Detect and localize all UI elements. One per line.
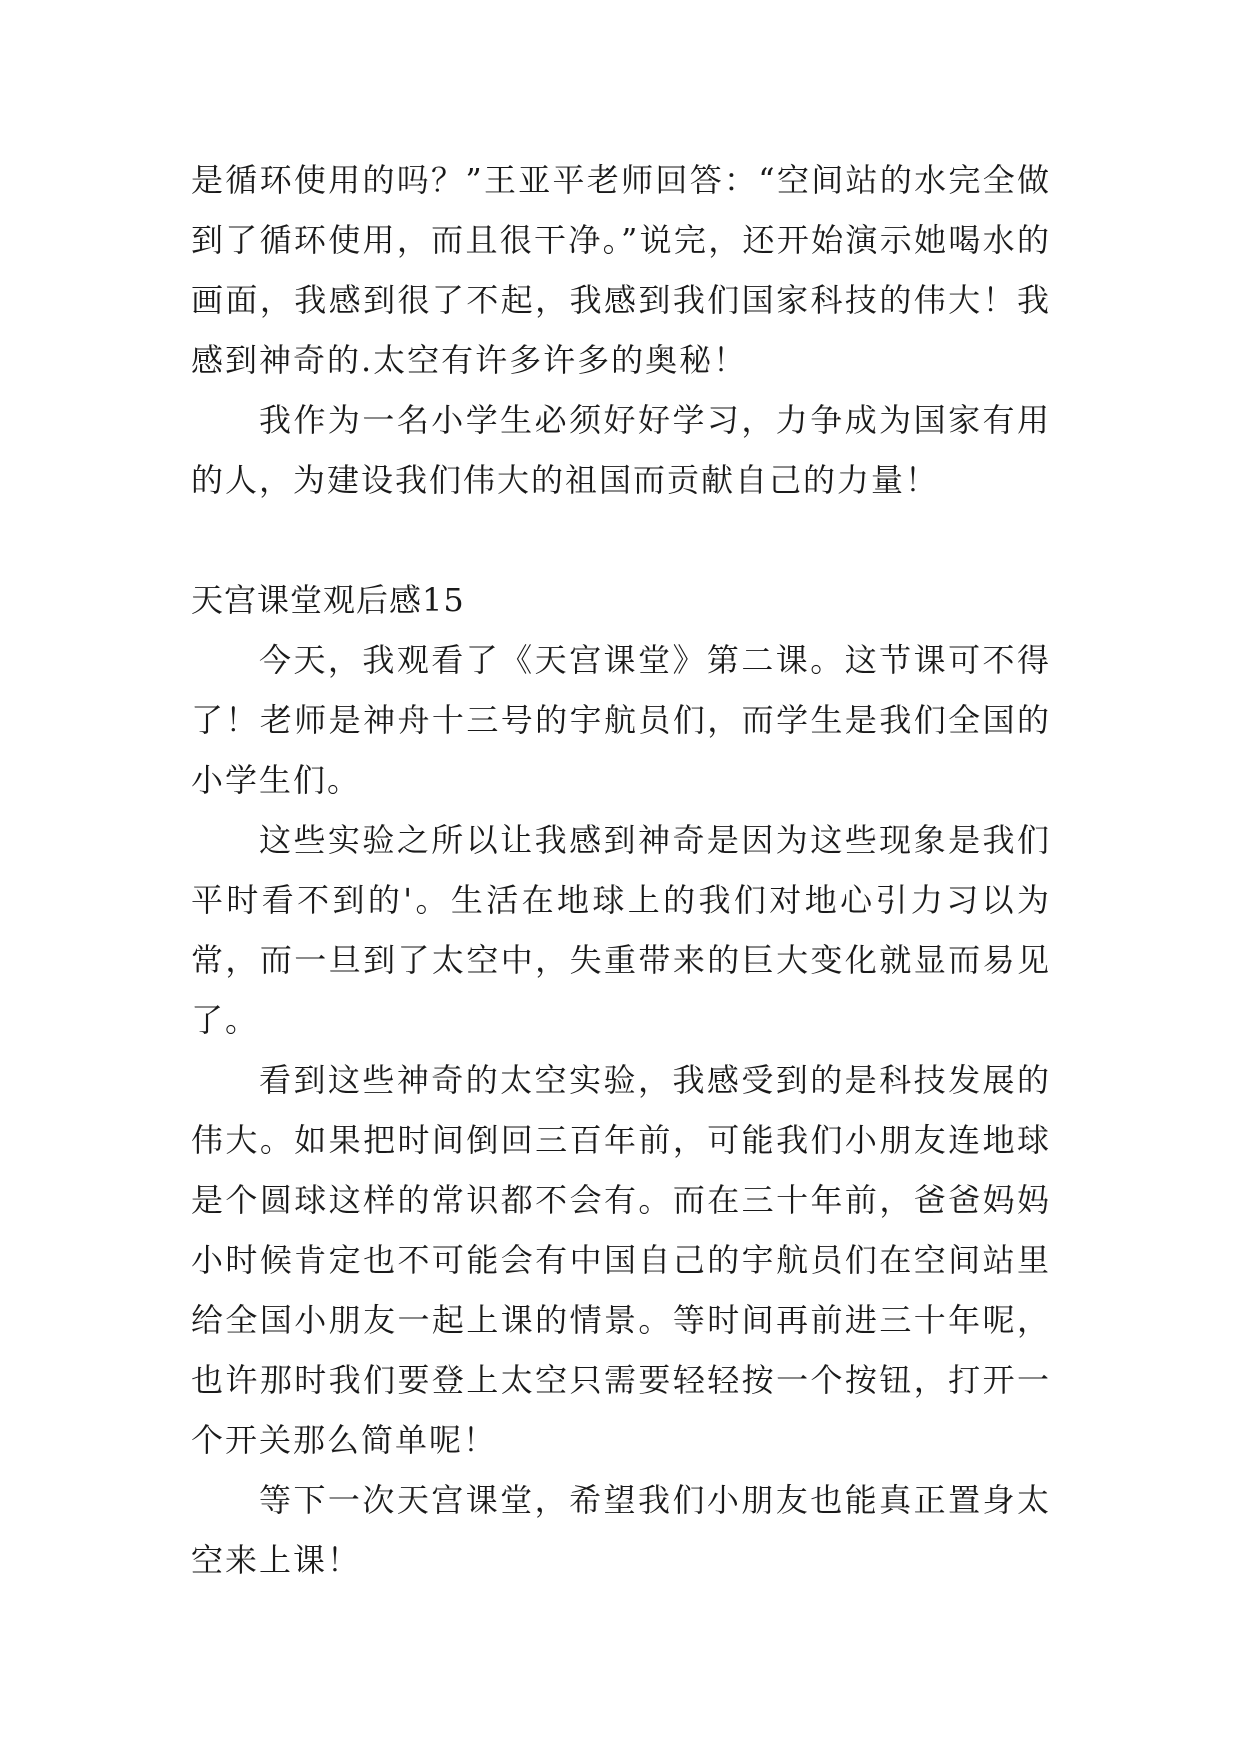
body-paragraph-2: 这些实验之所以让我感到神奇是因为这些现象是我们平时看不到的'。生活在地球上的我们对地心引力习以为常，而一旦到了太空中，失重带来的巨大变化就显而易见了。: [191, 821, 1051, 1039]
continued-paragraph: 是循环使用的吗？”王亚平老师回答：“空间站的水完全做到了循环使用，而且很干净。”说完，还开始演示她喝水的画面，我感到很了不起，我感到我们国家科技的伟大！我感到神奇的.太空有许多许多的奥秘！: [191, 161, 1051, 379]
document-page: [191, 150, 1051, 1590]
closing-paragraph: 我作为一名小学生必须好好学习，力争成为国家有用的人，为建设我们伟大的祖国而贡献自己的力量！: [191, 401, 1051, 499]
section-title: 天宫课堂观后感15: [191, 581, 465, 619]
body-paragraph-3: 看到这些神奇的太空实验，我感受到的是科技发展的伟大。如果把时间倒回三百年前，可能我们小朋友连地球是个圆球这样的常识都不会有。而在三十年前，爸爸妈妈小时候肯定也不可能会有中国自己的宇航员们在空间站里给全国小朋友一起上课的情景。等时间再前进三十年呢，也许那时我们要登上太空只需要轻轻按一个按钮，打开一个开关那么简单呢！: [191, 1061, 1051, 1459]
section-spacer: [191, 510, 1051, 570]
body-paragraph-1: 今天，我观看了《天宫课堂》第二课。这节课可不得了！老师是神舟十三号的宇航员们，而学生是我们全国的小学生们。: [191, 641, 1051, 799]
body-paragraph-4: 等下一次天宫课堂，希望我们小朋友也能真正置身太空来上课！: [191, 1481, 1051, 1579]
